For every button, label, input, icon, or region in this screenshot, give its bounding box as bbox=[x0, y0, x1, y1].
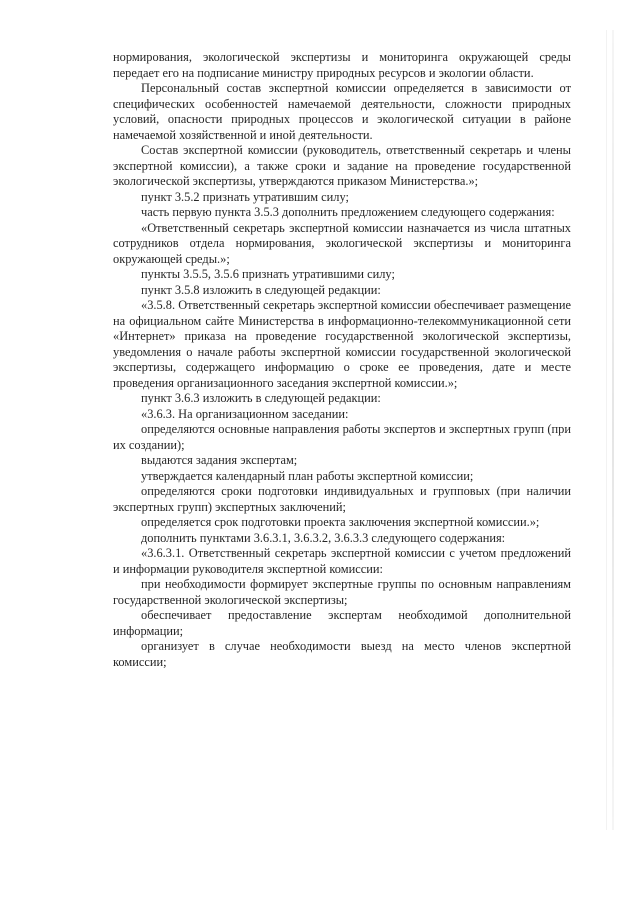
paragraph: утверждается календарный план работы экспертной комиссии; bbox=[141, 468, 474, 483]
paragraph: часть первую пункта 3.5.3 дополнить предложением следующего содержания: bbox=[141, 205, 555, 219]
paragraph: пункты 3.5.5, 3.5.6 признать утратившими силу; bbox=[141, 267, 395, 281]
paragraph: пункт 3.5.8 изложить в следующей редакции: bbox=[141, 282, 381, 297]
paragraph: определяются сроки подготовки индивидуальных и групповых (при наличии экспертных групп) экспертных заключений; bbox=[113, 484, 571, 514]
paragraph: определяются основные направления работы экспертов и экспертных групп (при их создании); bbox=[113, 422, 571, 452]
paragraph: «3.5.8. Ответственный секретарь экспертной комиссии обеспечивает размещение на официальном сайте Министерства в информационно-телекоммуникационной сети «Интернет» приказа на проведение государственной экологической экспертизы, уведомления о начале работы экспертной комиссии государственной экологической экспертизы, содержащего информацию о сроке ее проведения, дате и месте проведения организационного заседания экспертной комиссии.»; bbox=[113, 298, 571, 390]
paragraph: организует в случае необходимости выезд на место членов экспертной комиссии; bbox=[113, 639, 571, 669]
paragraph: пункт 3.6.3 изложить в следующей редакции: bbox=[141, 391, 381, 405]
scan-edge bbox=[612, 30, 614, 830]
paragraph: при необходимости формирует экспертные группы по основным направлениям государственной экологической экспертизы; bbox=[113, 577, 571, 607]
paragraph: выдаются задания экспертам; bbox=[141, 453, 298, 467]
paragraph: «Ответственный секретарь экспертной комиссии назначается из числа штатных сотрудников отдела нормирования, экологической экспертизы и мониторинга окружающей среды.»; bbox=[113, 220, 571, 266]
paragraph: дополнить пунктами 3.6.3.1, 3.6.3.2, 3.6.3.3 следующего содержания: bbox=[141, 530, 506, 545]
paragraph: пункт 3.5.2 признать утратившим силу; bbox=[141, 189, 349, 204]
paragraph: «3.6.3. На организационном заседании: bbox=[141, 406, 349, 421]
paragraph: Состав экспертной комиссии (руководитель, ответственный секретарь и члены экспертной комиссии), а также сроки и задание на проведение государственной экологической экспертизы, утверждаются приказом Министерства.»; bbox=[113, 143, 571, 188]
paragraph: нормирования, экологической экспертизы и мониторинга окружающей среды передает его на подписание министру природных ресурсов и экологии области. bbox=[113, 50, 571, 80]
paragraph: обеспечивает предоставление экспертам необходимой дополнительной информации; bbox=[113, 608, 571, 638]
paragraph: Персональный состав экспертной комиссии определяется в зависимости от специфических особенностей намечаемой деятельности, сложности природных условий, опасности природных процессов и экологической ситуации в районе намечаемой хозяйственной и иной деятельности. bbox=[113, 81, 571, 142]
scan-edge-line bbox=[606, 30, 607, 830]
document-body bbox=[113, 50, 571, 670]
paragraph: определяется срок подготовки проекта заключения экспертной комиссии.»; bbox=[141, 515, 540, 529]
paragraph: «3.6.3.1. Ответственный секретарь экспертной комиссии с учетом предложений и информации руководителя экспертной комиссии: bbox=[113, 546, 571, 576]
